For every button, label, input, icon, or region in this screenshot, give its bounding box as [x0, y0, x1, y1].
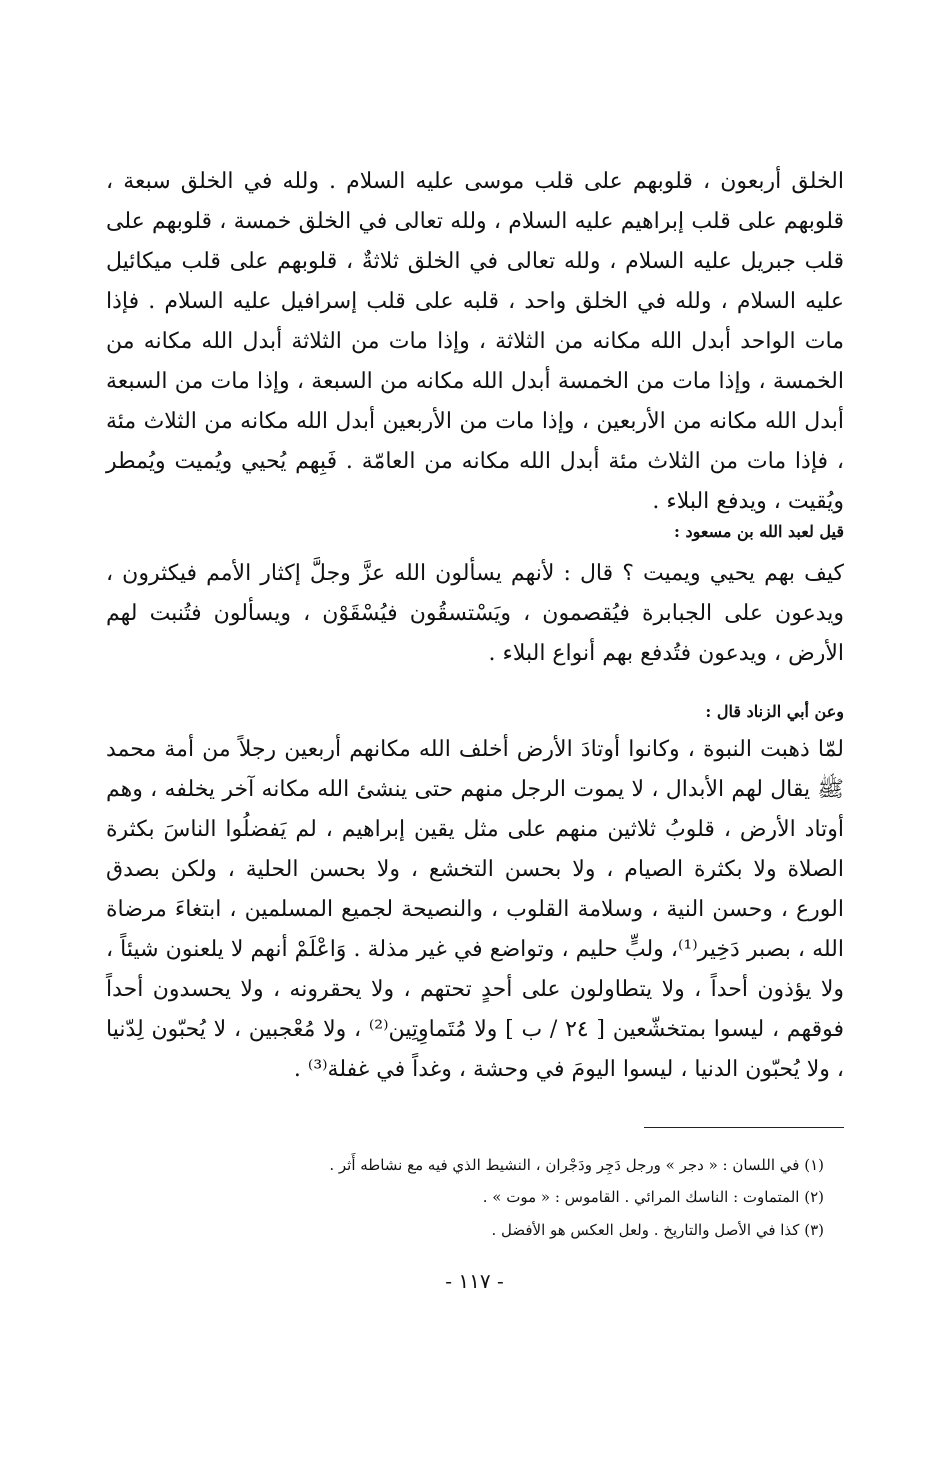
footnote-divider [644, 1127, 844, 1128]
footnote-2: (٢) المتماوت : الناسك المرائي . القاموس : « موت » . [482, 1188, 824, 1206]
footnote-3: (٣) كذا في الأصل والتاريخ . ولعل العكس هو الأفضل . [491, 1221, 824, 1239]
section-heading-abu-zinad: وعن أبي الزناد قال : [705, 702, 844, 721]
body-paragraph-2: كيف بهم يحيي ويميت ؟ قال : لأنهم يسألون الله عزَّ وجلَّ إكثار الأمم فيكثرون ، ويدعون على الجبابرة فيُقصمون ، ويَسْتسقُون فيُسْقَوْن ، ويسألون فتُنبت لهم الأرض ، ويدعون فتُدفع بهم أنواع البلاء . [106, 561, 844, 666]
body-paragraph-1: الخلق أربعون ، قلوبهم على قلب موسى عليه السلام . ولله في الخلق سبعة ، قلوبهم على قلب إبراهيم عليه السلام ، ولله تعالى في الخلق خمسة ، قلوبهم على قلب جبريل عليه السلام ، ولله تعالى في الخلق ثلاثةٌ ، قلوبهم على قلب ميكائيل عليه السلام ، ولله في الخلق واحد ، قلبه على قلب إسرافيل عليه السلام . فإذا مات الواحد أبدل الله مكانه من الثلاثة ، وإذا مات من الثلاثة أبدل الله مكانه من الخمسة ، وإذا مات من الخمسة أبدل الله مكانه من السبعة ، وإذا مات من السبعة أبدل الله مكانه من الأربعين ، وإذا مات من الأربعين أبدل الله مكانه من الثلاث مئة ، فإذا مات من الثلاث مئة أبدل الله مكانه من العامّة . فَبِهم يُحيي ويُميت ويُمطر ويُقيت ، ويدفع البلاء . [106, 169, 845, 514]
footnote-1: (١) في اللسان : « دجر » ورجل دَجِر ودَجْران ، النشيط الذي فيه مع نشاطه أَثر . [329, 1156, 824, 1174]
body-paragraph-3: لمّا ذهبت النبوة ، وكانوا أوتادَ الأرض أخلف الله مكانهم أربعين رجلاً من أمة محمد ﷺ يقال لهم الأبدال ، لا يموت الرجل منهم حتى ينشئ الله مكانه آخر يخلفه ، وهم أوتاد الأرض ، قلوبُ ثلاثين منهم على مثل يقين إبراهيم ، لم يَفضلُوا الناسَ بكثرة الصلاة ولا بكثرة الصيام ، ولا بحسن التخشع ، ولا بحسن الحلية ، ولكن بصدق الورع ، وحسن النية ، وسلامة القلوب ، والنصيحة لجميع المسلمين ، ابتغاءَ مرضاة الله ، بصبر دَخِير⁽¹⁾، ولبٍّ حليم ، وتواضع في غير مذلة . وَاعْلَمْ أنهم لا يلعنون شيئاً ، ولا يؤذون أحداً ، ولا يتطاولون على أحدٍ تحتهم ، ولا يحقرونه ، ولا يحسدون أحداً فوقهم ، ليسوا بمتخشّعين [ ٢٤ / ب ] ولا مُتَماوِتِين⁽²⁾ ، ولا مُعْجبين ، لا يُحبّون لِدّنيا ، ولا يُحبّون الدنيا ، ليسوا اليومَ في وحشة ، وغداً في غفلة⁽³⁾ . [106, 737, 845, 1082]
page-number: - ١١٧ - [445, 1269, 504, 1293]
section-heading-ibn-masud: قيل لعبد الله بن مسعود : [674, 522, 844, 541]
